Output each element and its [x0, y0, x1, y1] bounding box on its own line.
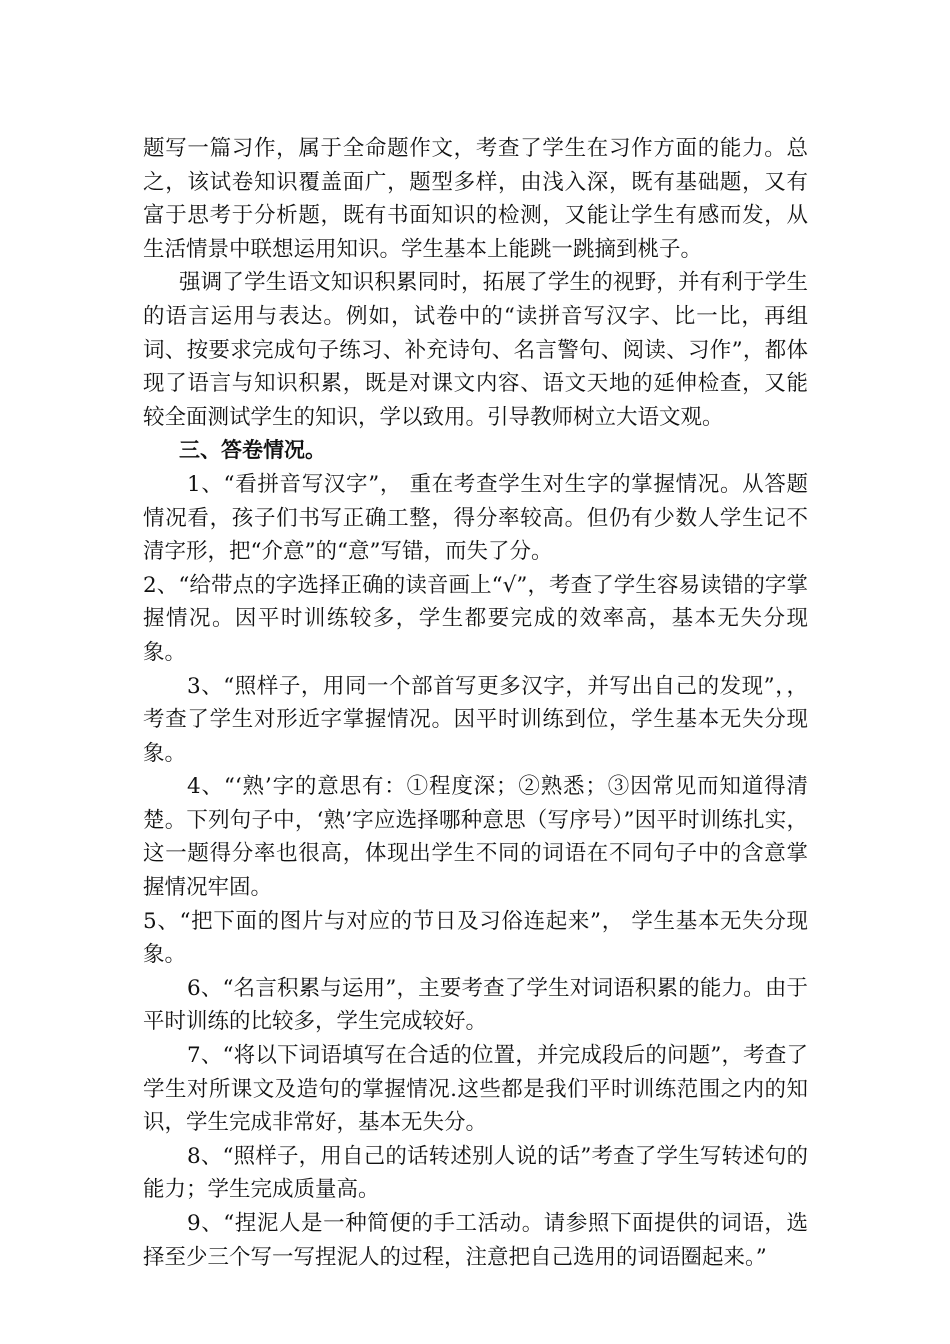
- paragraph-summary: 题写一篇习作，属于全命题作文，考查了学生在习作方面的能力。总之，该试卷知识覆盖面广，题型多样，由浅入深，既有基础题，又有富于思考于分析题，既有书面知识的检测，又能让学生有感而发，从生活情景中联想运用知识。学生基本上能跳一跳摘到桃子。: [143, 136, 808, 262]
- list-item-4: 4、“‘熟’字的意思有：①程度深；②熟悉；③因常见而知道得清楚。下列句子中，‘熟’字应选择哪种意思（写序号）”因平时训练扎实，这一题得分率也很高，体现出学生不同的词语在不同句子中的含意掌握情况牢固。: [143, 774, 808, 901]
- list-item-2: 2、“给带点的字选择正确的读音画上“√”，考查了学生容易读错的字掌握情况。因平时训练较多，学生都要完成的效率高，基本无失分现象。: [143, 572, 808, 665]
- document-page: [143, 132, 808, 1274]
- list-item-7: 7、“将以下词语填写在合适的位置，并完成段后的问题”，考查了学生对所课文及造句的掌握情况.这些都是我们平时训练范围之内的知识，学生完成非常好，基本无失分。: [143, 1043, 808, 1136]
- list-item-6: 6、“名言积累与运用”，主要考查了学生对词语积累的能力。由于平时训练的比较多，学生完成较好。: [143, 975, 808, 1035]
- list-item-9: 9、“捏泥人是一种简便的手工活动。请参照下面提供的词语，选择至少三个写一写捏泥人的过程，注意把自己选用的词语圈起来。”: [143, 1211, 808, 1270]
- list-item-5: 5、“把下面的图片与对应的节日及习俗连起来”， 学生基本无失分现象。: [143, 908, 808, 968]
- section-heading: 三、答卷情况。: [179, 438, 326, 463]
- paragraph-language-accumulation: 强调了学生语文知识积累同时，拓展了学生的视野，并有利于学生的语言运用与表达。例如，试卷中的“读拼音写汉字、比一比，再组词、按要求完成句子练习、补充诗句、名言警句、阅读、习作”，都体现了语言与知识积累，既是对课文内容、语文天地的延伸检查，又能较全面测试学生的知识，学以致用。引导教师树立大语文观。: [143, 270, 808, 430]
- list-item-1: 1、“看拼音写汉字”， 重在考查学生对生字的掌握情况。从答题情况看，孩子们书写正确工整，得分率较高。但仍有少数人学生记不清字形，把“介意”的“意”写错，而失了分。: [143, 471, 808, 565]
- list-item-8: 8、“照样子，用自己的话转述别人说的话”考查了学生写转述句的能力；学生完成质量高。: [143, 1143, 808, 1203]
- list-item-3: 3、“照样子，用同一个部首写更多汉字，并写出自己的发现”，，考查了学生对形近字掌握情况。因平时训练到位，学生基本无失分现象。: [143, 673, 808, 766]
